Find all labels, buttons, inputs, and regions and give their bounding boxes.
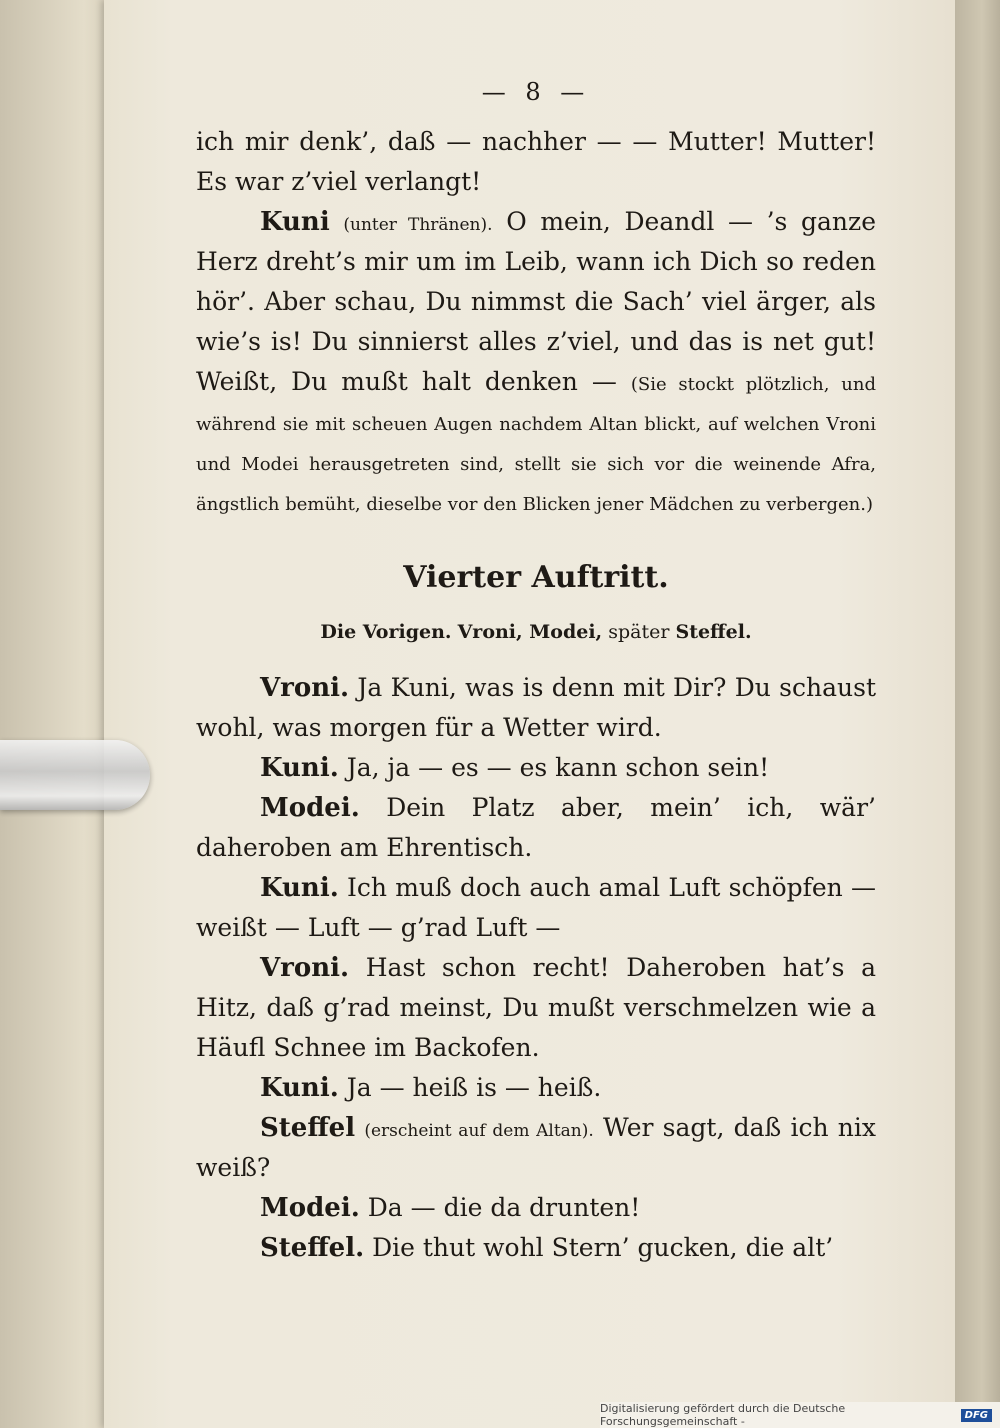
speech-text: O mein, Deandl — ’s ganze Herz dreht’s mir um im Leib, wann ich Dich so reden hör’. Aber schau, Du nimmst die Sach’ viel ärger, als wie’s is! Du sinnierst alles z’viel, und das is net gut! Weißt, Du mußt halt denken — <box>196 207 876 396</box>
stage-direction: (unter Thränen). <box>343 215 493 235</box>
dialogue-line <box>196 1068 876 1108</box>
dialogue-line <box>196 668 876 748</box>
footer-text: Digitalisierung gefördert durch die Deutsche Forschungsgemeinschaft - <box>600 1402 846 1428</box>
book-left-edge <box>0 0 120 1428</box>
speaker-name: Kuni. <box>260 1073 339 1103</box>
speech-text: Ja, ja — es — es kann schon sein! <box>346 753 770 782</box>
speaker-name: Kuni. <box>260 753 339 783</box>
cast-line <box>196 612 876 652</box>
dialogue-line <box>196 788 876 868</box>
speaker-name: Steffel. <box>260 1233 365 1263</box>
speech-text: Ja — heiß is — heiß. <box>346 1073 602 1102</box>
page-number: — 8 — <box>481 78 591 106</box>
speaker-name: Modei. <box>260 793 360 823</box>
scene-heading: Vierter Auftritt. <box>403 560 669 595</box>
speech-text: Ja Kuni, was is denn mit Dir? Du schaust wohl, was morgen für a Wetter wird. <box>196 673 876 742</box>
speech-text: Ich muß doch auch amal Luft schöpfen — weißt — Luft — g’rad Luft — <box>196 873 876 942</box>
paragraph-opening: ich mir denk’, daß — nachher — — Mutter! Mutter! Es war z’viel verlangt! <box>196 127 876 196</box>
dialogue-line <box>196 868 876 948</box>
cast-names: Vroni, Modei, <box>457 621 603 643</box>
speaker-name: Kuni <box>260 207 330 237</box>
dialogue-line <box>196 1228 876 1268</box>
speaker-name: Vroni. <box>260 953 350 983</box>
stage-direction: (erscheint auf dem Altan). <box>364 1121 594 1141</box>
cast-last: Steffel. <box>675 621 752 643</box>
speaker-name: Steffel <box>260 1113 356 1143</box>
dialogue-line <box>196 748 876 788</box>
dialogue-line <box>196 948 876 1068</box>
dfg-logo-icon: DFG <box>961 1409 992 1422</box>
speech-text: Hast schon recht! Daheroben hat’s a Hitz, daß g’rad meinst, Du mußt verschmelzen wie a Häufl Schnee im Backofen. <box>196 953 877 1062</box>
speech-kuni-1 <box>196 202 876 522</box>
speech-text: Da — die da drunten! <box>367 1193 641 1222</box>
speech-text: Die thut wohl Stern’ gucken, die alt’ <box>372 1233 834 1262</box>
cast-later: später <box>608 621 670 643</box>
speaker-name: Modei. <box>260 1193 360 1223</box>
speaker-name: Vroni. <box>260 673 350 703</box>
dialogue-line <box>196 1188 876 1228</box>
cast-prefix: Die Vorigen. <box>320 621 452 643</box>
speech-text: Dein Platz aber, mein’ ich, wär’ daheroben am Ehrentisch. <box>196 793 876 862</box>
page-clip <box>0 740 150 810</box>
digitization-footer <box>600 1402 1000 1428</box>
stage-direction-long: (Sie stockt plötzlich, und während sie mit scheuen Augen nachdem Altan blickt, auf welchen Vroni und Modei herausgetreten sind, stellt sie sich vor die weinende Afra, ängstlich bemüht, dieselbe vor den Blicken jener Mädchen zu verbergen.) <box>196 374 876 515</box>
page-text <box>196 72 876 1268</box>
dialogue-line <box>196 1108 876 1188</box>
book-right-edge <box>955 0 1000 1428</box>
speaker-name: Kuni. <box>260 873 339 903</box>
speech-text: Wer sagt, daß ich nix weiß? <box>196 1113 876 1182</box>
